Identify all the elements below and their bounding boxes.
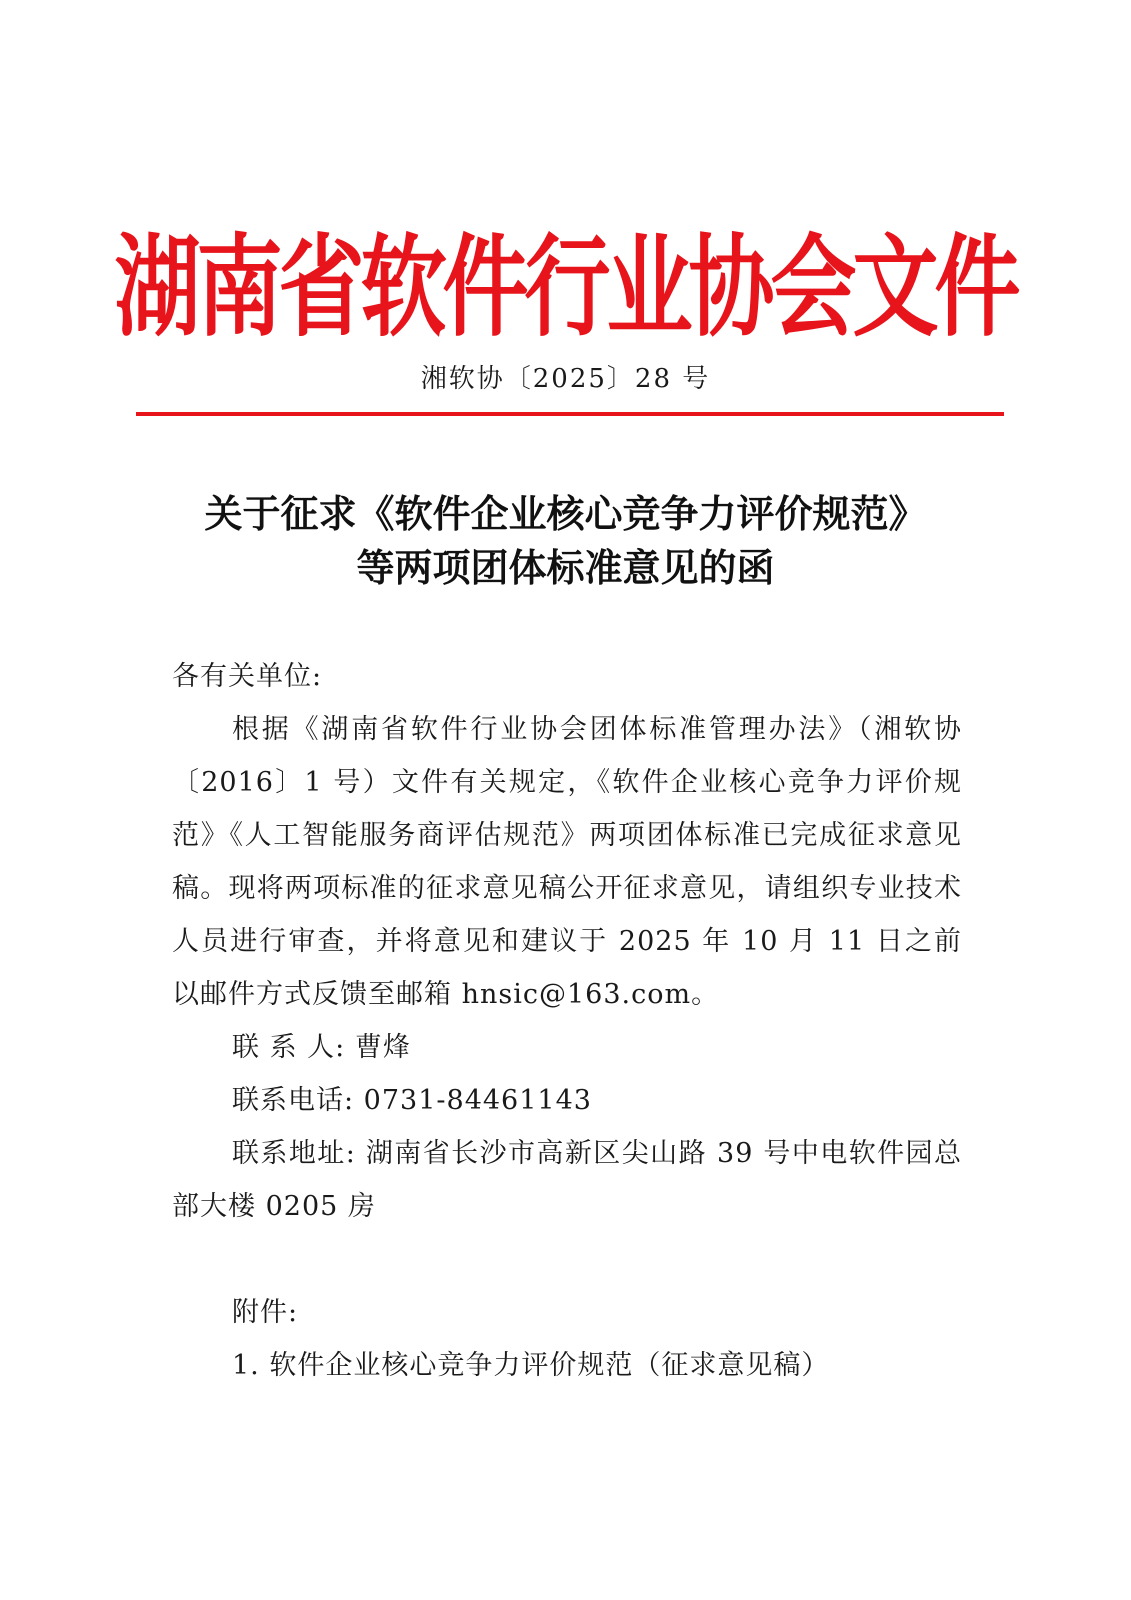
organization-header-title: 湖南省软件行业协会文件 <box>114 222 1017 353</box>
salutation: 各有关单位: <box>172 661 323 692</box>
document-subject <box>0 487 1131 595</box>
attachment-item: 1. 软件企业核心竞争力评价规范（征求意见稿） <box>232 1350 830 1381</box>
subject-line-2: 等两项团体标准意见的函 <box>356 545 775 590</box>
header-red-divider <box>136 412 1004 416</box>
document-body <box>172 650 962 1392</box>
subject-line-1: 关于征求《软件企业核心竞争力评价规范》 <box>204 491 927 536</box>
blank-line <box>172 1233 962 1286</box>
document-number: 湘软协〔2025〕28 号 <box>420 364 711 394</box>
contact-address: 联系地址: 湖南省长沙市高新区尖山路 39 号中电软件园总部大楼 0205 房 <box>172 1138 962 1222</box>
main-paragraph: 根据《湖南省软件行业协会团体标准管理办法》（湘软协〔2016〕1 号）文件有关规定，《软件企业核心竞争力评价规范》《人工智能服务商评估规范》两项团体标准已完成征求意见稿。现将两项标准的征求意见稿公开征求意见，请组织专业技术人员进行审查，并将意见和建议于 2025 年 10 月 11 日之前以邮件方式反馈至邮箱 hnsic@163.com。 <box>172 714 962 1010</box>
contact-person: 联 系 人: 曹烽 <box>232 1032 411 1063</box>
attachments-label: 附件: <box>232 1297 299 1328</box>
contact-phone: 联系电话: 0731-84461143 <box>232 1085 592 1116</box>
